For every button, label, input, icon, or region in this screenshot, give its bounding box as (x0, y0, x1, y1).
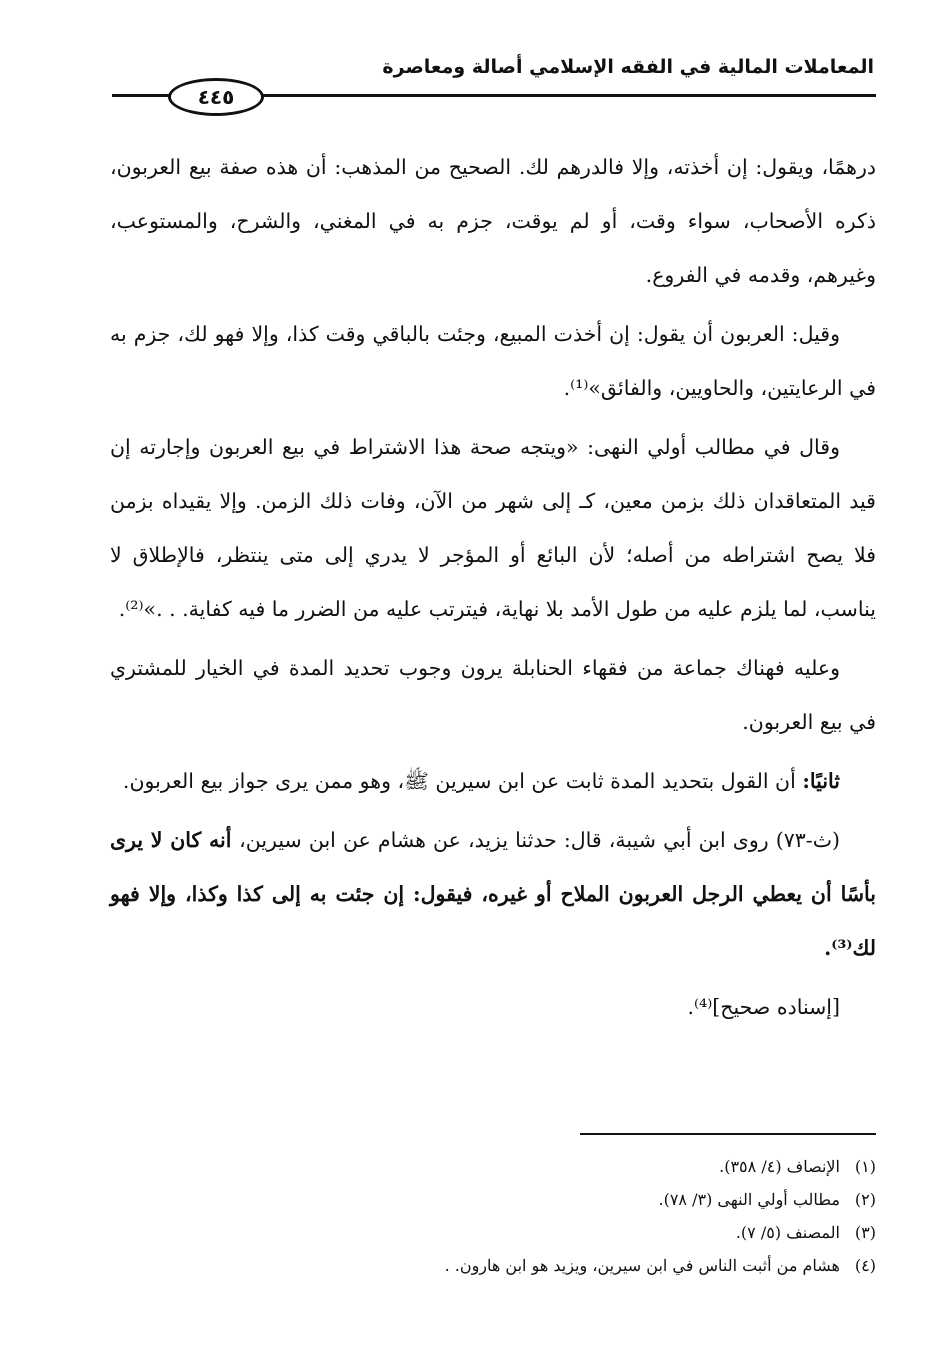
footnote-separator (580, 1133, 876, 1135)
footnote-1 (110, 1150, 876, 1183)
footnote-text: الإنصاف (٤/ ٣٥٨). (719, 1157, 840, 1176)
paragraph-4: وعليه فهناك جماعة من فقهاء الحنابلة يرون وجوب تحديد المدة في الخيار للمشتري في بيع العربون. (110, 656, 876, 734)
footnote-number: (٤) (854, 1256, 876, 1275)
page-number-badge: ٤٤٥ (168, 78, 264, 116)
athar-text: أنه كان لا يرى بأسًا أن يعطي الرجل العربون الملاح أو غيره، فيقول: إن جئت به إلى كذا وكذا، وإلا فهو لك⁽³⁾. (110, 828, 876, 960)
paragraph-1: درهمًا، ويقول: إن أخذته، وإلا فالدرهم لك. الصحيح من المذهب: أن هذه صفة بيع العربون، ذكره الأصحاب، سواء وقت، أو لم يوقت، جزم به في المغني، والشرح، والمستوعب، وغيرهم، وقدمه في الفروع. (110, 155, 876, 287)
footnote-text: المصنف (٥/ ٧). (735, 1223, 840, 1242)
footnote-text: مطالب أولي النهى (٣/ ٧٨). (658, 1190, 840, 1209)
athar-chain: (ث-٧٣) روى ابن أبي شيبة، قال: حدثنا يزيد، عن هشام عن ابن سيرين، (239, 828, 840, 852)
paragraph-5-text: أن القول بتحديد المدة ثابت عن ابن سيرين ﷺ، وهو ممن يرى جواز بيع العربون. (122, 769, 803, 793)
paragraph-7: [إسناده صحيح]⁽⁴⁾. (687, 995, 840, 1019)
main-text (110, 140, 876, 1039)
footnote-text: هشام من أثبت الناس في ابن سيرين، ويزيد هو ابن هارون. . (444, 1256, 840, 1275)
paragraph-6 (110, 813, 876, 975)
footnotes (110, 1150, 876, 1282)
running-header-title: المعاملات المالية في الفقه الإسلامي أصالة ومعاصرة (382, 56, 874, 78)
paragraph-3: وقال في مطالب أولي النهى: «ويتجه صحة هذا الاشتراط في بيع العربون وإجارته إن قيد المتعاقدان ذلك بزمن معين، كـ إلى شهر من الآن، وفات ذلك الزمن. وإلا يقيداه بزمن فلا يصح اشتراطه من أصله؛ لأن البائع أو المؤجر لا يدري إلى متى ينتظر، فالإطلاق لا يناسب، لما يلزم عليه من طول الأمد بلا نهاية، فيترتب عليه من الضرر ما فيه كفاية. . .»⁽²⁾. (110, 435, 876, 621)
footnote-4 (110, 1249, 876, 1282)
point-label: ثانيًا: (802, 769, 840, 793)
paragraph-2: وقيل: العربون أن يقول: إن أخذت المبيع، وجئت بالباقي وقت كذا، وإلا فهو لك، جزم به في الرعايتين، والحاويين، والفائق»⁽¹⁾. (110, 322, 876, 400)
footnote-number: (٣) (854, 1223, 876, 1242)
paragraph-5 (110, 754, 876, 808)
footnote-number: (٢) (854, 1190, 876, 1209)
footnote-3 (110, 1216, 876, 1249)
footnote-number: (١) (854, 1157, 876, 1176)
footnote-2 (110, 1183, 876, 1216)
